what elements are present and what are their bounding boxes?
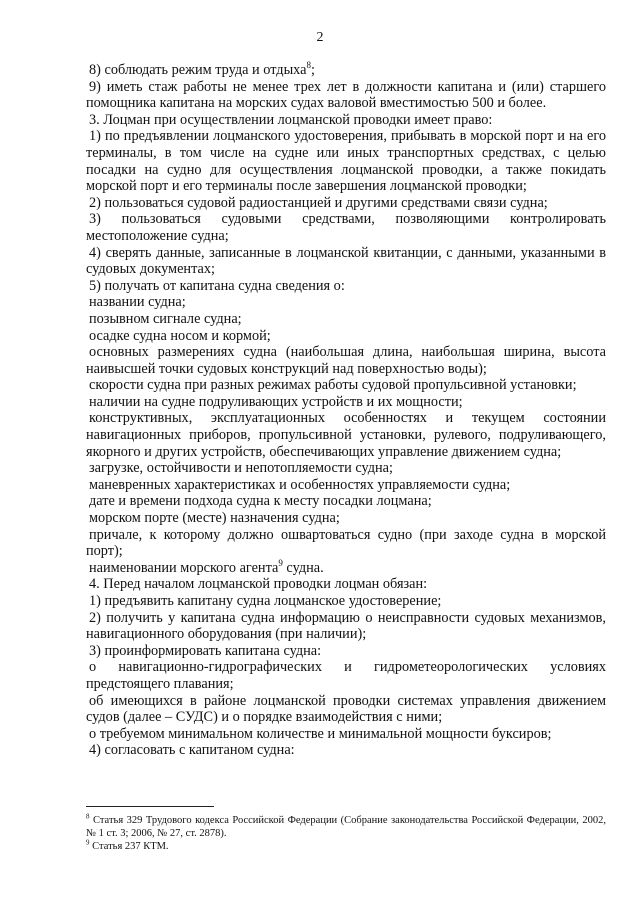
paragraph-text: о требуемом минимальном количестве и минимальной мощности буксиров; [89, 725, 552, 742]
paragraph [86, 278, 606, 295]
paragraph [86, 527, 606, 560]
paragraph [86, 593, 606, 610]
paragraph [86, 560, 606, 577]
footnote [86, 814, 606, 840]
paragraph [86, 576, 606, 593]
paragraph-text: 9) иметь стаж работы не менее трех лет в должности капитана и (или) старшего помощника капитана на морских судах валовой вместимостью 500 и более. [86, 78, 606, 112]
paragraph-text: загрузке, остойчивости и непотопляемости судна; [89, 460, 393, 477]
paragraph [86, 344, 606, 377]
paragraph [86, 294, 606, 311]
paragraph-text: 2) пользоваться судовой радиостанцией и другими средствами связи судна; [89, 194, 548, 211]
paragraph-text: позывном сигнале судна; [89, 310, 242, 327]
paragraph-text: конструктивных, эксплуатационных особенностях и текущем состоянии навигационных приборов, пропульсивной установки, рулевого, подруливающего, якорного и других устройств, обеспечивающих управление движением судна; [86, 410, 606, 460]
paragraph [86, 742, 606, 759]
paragraph [86, 112, 606, 129]
paragraph [86, 659, 606, 692]
paragraph [86, 377, 606, 394]
footnote-text: Статья 329 Трудового кодекса Российской Федерации (Собрание законодательства Российской Федерации, 2002, № 1 ст. 3; 2006, № 27, ст. 2878). [86, 815, 606, 839]
paragraph-text: 4) сверять данные, записанные в лоцманской квитанции, с данными, указанными в судовых документах; [86, 244, 606, 278]
page-number: 2 [316, 30, 324, 45]
paragraph-text: маневренных характеристиках и особенностях управляемости судна; [89, 476, 511, 493]
paragraph-text: 4. Перед началом лоцманской проводки лоцман обязан: [89, 576, 428, 593]
paragraph-text: дате и времени подхода судна к месту посадки лоцмана; [89, 493, 432, 510]
paragraph-text-tail: судна. [282, 559, 324, 576]
footnote-ref: 9 [278, 558, 283, 569]
paragraph [86, 195, 606, 212]
paragraph [86, 79, 606, 112]
paragraph-text: 8) соблюдать режим труда и отдыха [89, 62, 307, 78]
footnote-text: Статья 237 КТМ. [89, 841, 169, 852]
paragraph-text: 4) согласовать с капитаном судна: [89, 742, 295, 759]
footnote [86, 840, 606, 853]
paragraph-text: наличии на судне подруливающих устройств и их мощности; [89, 393, 463, 410]
paragraph-text: морском порте (месте) назначения судна; [89, 510, 340, 527]
footnote-number: 8 [86, 812, 90, 821]
paragraph-text: названии судна; [89, 294, 186, 311]
paragraph-text: осадке судна носом и кормой; [89, 327, 271, 344]
paragraph-text: основных размерениях судна (наибольшая длина, наибольшая ширина, высота наивысшей точки судовых конструкций над поверхностью воды); [86, 344, 606, 377]
footnote-ref: 8 [306, 60, 311, 71]
paragraph-text: скорости судна при разных режимах работы судовой пропульсивной установки; [89, 377, 577, 394]
paragraph [86, 62, 606, 79]
paragraph [86, 477, 606, 494]
paragraph-text: 1) предъявить капитану судна лоцманское удостоверение; [89, 593, 442, 609]
paragraph-text: 1) по предъявлении лоцманского удостоверения, прибывать в морской порт и на его терминалы, в том числе на судне или иных транспортных средствах, с целью посадки на судно для осуществления лоцманской проводки, а также покидать морской порт и его терминалы после завершения лоцманской проводки; [86, 128, 606, 195]
paragraph-text: 3) проинформировать капитана судна: [89, 642, 322, 659]
paragraph [86, 128, 606, 194]
footnote-divider [86, 806, 214, 807]
paragraph [86, 510, 606, 527]
paragraph-text: о навигационно-гидрографических и гидрометеорологических условиях предстоящего плавания; [86, 659, 606, 692]
paragraph [86, 410, 606, 460]
document-body [86, 62, 606, 759]
paragraph-text: 2) получить у капитана судна информацию о неисправности судовых механизмов, навигационного оборудования (при наличии); [86, 609, 606, 643]
paragraph [86, 693, 606, 726]
footnote-number: 9 [86, 838, 90, 847]
paragraph-text: наименовании морского агента [89, 559, 279, 576]
paragraph-text: об имеющихся в районе лоцманской проводки системах управления движением судов (далее – СУДС) и о порядке взаимодействия с ними; [86, 692, 606, 726]
paragraph-text: 3. Лоцман при осуществлении лоцманской проводки имеет право: [89, 111, 493, 128]
paragraph [86, 311, 606, 328]
paragraph-text: причале, к которому должно ошвартоваться судно (при заходе судна в морской порт); [86, 526, 606, 560]
paragraph [86, 643, 606, 660]
paragraph [86, 394, 606, 411]
paragraph [86, 245, 606, 278]
paragraph [86, 493, 606, 510]
paragraph-text: 3) пользоваться судовыми средствами, позволяющими контролировать местоположение судна; [86, 211, 606, 244]
paragraph-text: 5) получать от капитана судна сведения о: [89, 277, 345, 294]
paragraph [86, 460, 606, 477]
paragraph [86, 328, 606, 345]
paragraph-text-tail: ; [310, 62, 315, 78]
paragraph [86, 726, 606, 743]
paragraph [86, 610, 606, 643]
footnotes [86, 814, 606, 853]
paragraph [86, 211, 606, 244]
